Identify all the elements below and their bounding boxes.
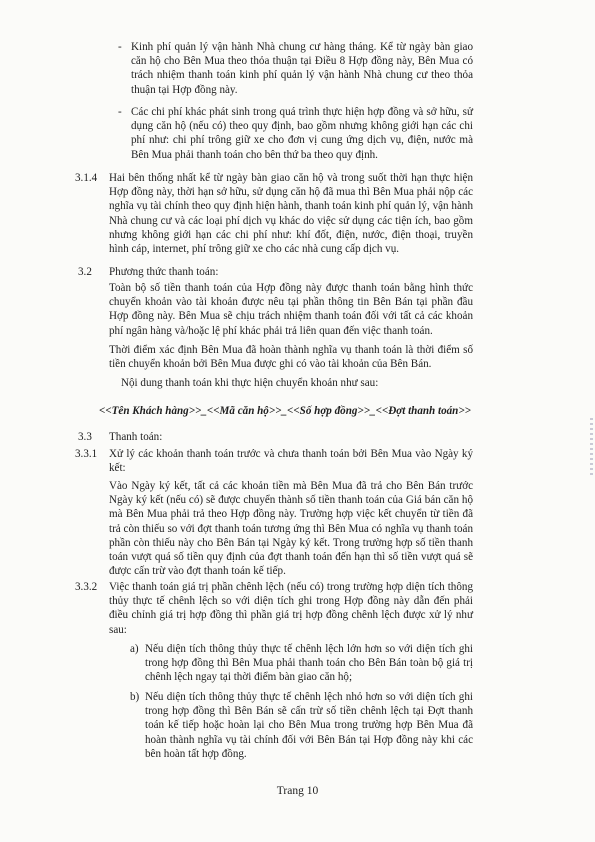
section-3-2-title: Phương thức thanh toán:: [109, 266, 219, 278]
payment-content-template: <<Tên Khách hàng>>_<<Mã căn hộ>>_<<Số hợp đồng>>_<<Đợt thanh toán>>: [99, 405, 471, 417]
paragraph: Toàn bộ số tiền thanh toán của Hợp đồng này được thanh toán bằng hình thức chuyển khoản vào tài khoản được nêu tại phần thông tin Bên Bán tại phần đầu Hợp đồng này. Bên Mua sẽ chịu trách nhiệm thanh toán đối với tất cả các khoản phí ngân hàng và/hoặc lệ phí khác phải trả liên quan đến việc thanh toán.: [109, 282, 473, 337]
item-b-text: Nếu diện tích thông thủy thực tế chênh lệch nhỏ hơn so với diện tích ghi trong hợp đồng thì Bên Bán sẽ cấn trừ số tiền chênh lệch tại Đợt thanh toán kế tiếp hoặc hoàn lại cho Bên Mua trong trường hợp Bên Mua đã hoàn thành nghĩa vụ tài chính đối với Bên Bán tại Hợp đồng này khi các bên hoàn tất hợp đồng.: [145, 691, 473, 760]
paragraph: Thời điểm xác định Bên Mua đã hoàn thành nghĩa vụ thanh toán là thời điểm số tiền chuyển khoản bởi Bên Mua được ghi có vào tài khoản của Bên Bán.: [109, 343, 473, 371]
section-3-1-4-text: Hai bên thống nhất kể từ ngày bàn giao căn hộ và trong suốt thời hạn thực hiện Hợp đồng này, thời hạn sở hữu, sử dụng căn hộ đã mua thì Bên Mua phải nộp các nghĩa vụ tài chính theo quy định hiện hành, thanh toán kinh phí quản lý, vận hành Nhà chung cư và các loại phí dịch vụ khác do việc sử dụng các tiện ích, bao gồm nhưng không giới hạn các chi phí như: khí đốt, điện, nước, điện thoại, truyền hình cáp, internet, phí trông giữ xe cho các nhà cung cấp dịch vụ.: [109, 172, 473, 256]
bullet-other-costs: Các chi phí khác phát sinh trong quá trình thực hiện hợp đồng và sở hữu, sử dụng căn hộ (nếu có) theo quy định, bao gồm nhưng không giới hạn các chi phí như: chi phí trông giữ xe cho đơn vị cung ứng dịch vụ, điện, nước mà Bên Mua phải thanh toán cho bên thứ ba theo quy định.: [131, 106, 473, 161]
scan-edge-mark: [590, 418, 593, 478]
section-3-2-body: [109, 281, 473, 390]
item-label-a: a): [130, 643, 139, 655]
paragraph: Nội dung thanh toán khi thực hiện chuyển khoản như sau:: [121, 377, 379, 390]
section-number-3-1-4: 3.1.4: [75, 172, 98, 184]
bullet-marker: -: [118, 41, 122, 53]
section-number-3-2: 3.2: [78, 266, 92, 278]
section-number-3-3-1: 3.3.1: [75, 448, 98, 460]
section-3-3-title: Thanh toán:: [109, 431, 163, 443]
item-a-text: Nếu diện tích thông thủy thực tế chênh lệch lớn hơn so với diện tích ghi trong hợp đồng thì Bên Mua phải thanh toán cho Bên Bán toàn bộ giá trị chênh lệch ngay tại thời điểm bàn giao căn hộ;: [145, 643, 473, 684]
bullet-management-fee: Kinh phí quản lý vận hành Nhà chung cư hàng tháng. Kể từ ngày bàn giao căn hộ cho Bên Mua theo thỏa thuận tại Điều 8 Hợp đồng này, Bên Mua có trách nhiệm thanh toán kinh phí quản lý vận hành Nhà chung cư theo thỏa thuận tại Hợp đồng này.: [131, 41, 473, 96]
section-3-3-2-text: Việc thanh toán giá trị phần chênh lệch (nếu có) trong trường hợp diện tích thông thủy thực tế chênh lệch so với diện tích ghi trong Hợp đồng này dẫn đến phải điều chỉnh giá trị hợp đồng thì phần giá trị hợp đồng chênh lệch được xử lý như sau:: [109, 581, 473, 636]
item-label-b: b): [130, 691, 140, 703]
section-3-3-1-text: Vào Ngày ký kết, tất cả các khoản tiền mà Bên Mua đã trả cho Bên Bán trước Ngày ký kết (nếu có) sẽ được chuyển thành số tiền thanh toán của Giá bán căn hộ mà Bên Mua phải trả theo Hợp đồng này. Trường hợp việc kết chuyển từ tiền đã trả còn thiếu so với đợt thanh toán tương ứng thì Bên Mua có nghĩa vụ thanh toán phần còn thiếu này cho Bên Bán tại Ngày ký kết. Trong trường hợp số tiền thanh toán vượt quá số tiền quy định của đợt thanh toán đến hạn thì số tiền vượt quá sẽ được cấn trừ vào đợt thanh toán kế tiếp.: [109, 480, 473, 578]
bullet-marker: -: [118, 106, 122, 118]
section-number-3-3: 3.3: [78, 431, 92, 443]
section-3-3-1-title: Xử lý các khoản thanh toán trước và chưa thanh toán bởi Bên Mua vào Ngày ký kết:: [109, 448, 473, 475]
page-number: Trang 10: [276, 785, 319, 797]
section-number-3-3-2: 3.3.2: [75, 581, 98, 593]
